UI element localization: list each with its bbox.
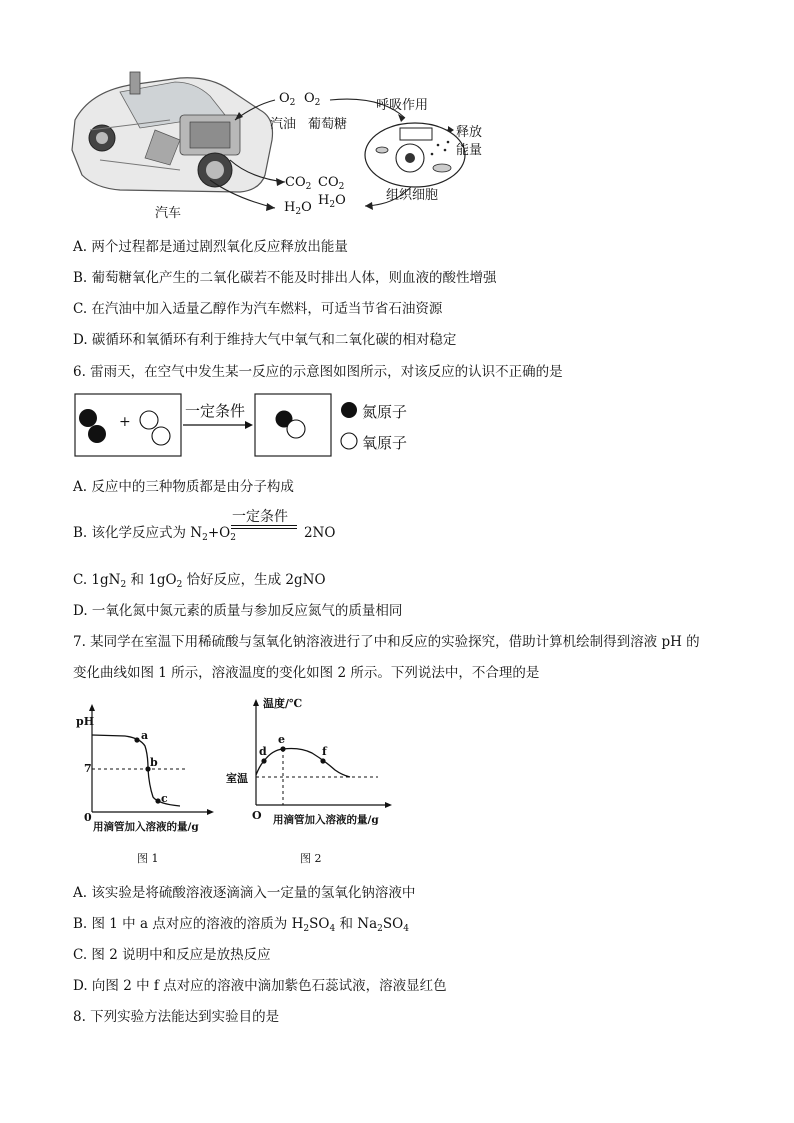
co2-label-cell: $CO_2$ xyxy=(318,175,345,192)
fig2-caption: 图 2 xyxy=(300,852,322,865)
legend-oxygen-label: 氧原子 xyxy=(362,434,408,452)
ph-origin: 0 xyxy=(84,811,92,824)
ph-x-label: 用滴管加入溶液的量/g xyxy=(93,821,199,833)
fuel-label: 汽油 xyxy=(270,117,297,132)
fig1-caption: 图 1 xyxy=(137,852,159,865)
q5-option-c: C. 在汽油中加入适量乙醇作为汽车燃料，可适当节省石油资源 xyxy=(73,301,443,317)
q5-option-b: B. 葡萄糖氧化产生的二氧化碳若不能及时排出人体，则血液的酸性增强 xyxy=(73,270,497,286)
temp-origin: O xyxy=(252,809,262,822)
legend-icons xyxy=(340,400,360,455)
q7-stem-line1: 7. 某同学在室温下用稀硫酸与氢氧化钠溶液进行了中和反应的实验探究，借助计算机绘制得到溶液 pH 的 xyxy=(73,634,700,650)
ph-label-c: c xyxy=(161,792,168,805)
legend-oxygen-icon xyxy=(341,433,357,449)
temp-label-d: d xyxy=(259,745,267,758)
ph-label-a: a xyxy=(141,729,149,742)
h2o-label-car: $H_2O$ xyxy=(284,200,312,217)
legend-nitrogen-icon xyxy=(341,402,357,418)
point-d xyxy=(261,758,266,763)
q6-option-a: A. 反应中的三种物质都是由分子构成 xyxy=(73,479,294,495)
ph-label-b: b xyxy=(150,756,158,769)
plus-sign: + xyxy=(119,414,131,430)
point-e xyxy=(280,746,285,751)
o2-label-car: $O_2$ xyxy=(279,91,296,108)
point-a xyxy=(134,737,139,742)
temp-y-label: 温度/℃ xyxy=(263,697,303,710)
release-label-2: 能量 xyxy=(456,143,483,158)
car-label: 汽车 xyxy=(155,206,182,221)
release-label-1: 释放 xyxy=(456,125,483,140)
ph-tick-7: 7 xyxy=(84,762,92,775)
tissue-cell-illustration xyxy=(365,123,465,187)
point-c xyxy=(155,798,160,803)
temp-label-f: f xyxy=(322,745,327,758)
h2o-label-cell: $H_2O$ xyxy=(318,193,346,210)
oxygen-atom xyxy=(152,427,170,445)
q6-option-d: D. 一氧化氮中氮元素的质量与参加反应氮气的质量相同 xyxy=(73,603,403,619)
oxygen-atom xyxy=(140,411,158,429)
q7-option-c: C. 图 2 说明中和反应是放热反应 xyxy=(73,947,271,963)
temp-curve xyxy=(256,749,350,778)
reaction-condition: 一定条件 xyxy=(185,402,246,420)
co2-label-car: $CO_2$ xyxy=(285,175,312,192)
ph-y-label: pH xyxy=(76,715,95,728)
q7-option-d: D. 向图 2 中 f 点对应的溶液中滴加紫色石蕊试液，溶液显红色 xyxy=(73,978,447,994)
glucose-label: 葡萄糖 xyxy=(308,117,348,132)
q8-stem: 8. 下列实验方法能达到实验目的是 xyxy=(73,1009,280,1025)
temp-x-label: 用滴管加入溶液的量/g xyxy=(273,814,379,826)
q7-stem-line2: 变化曲线如图 1 所示，溶液温度的变化如图 2 所示。下列说法中，不合理的是 xyxy=(73,665,540,681)
q7-option-b: B. 图 1 中 a 点对应的溶液的溶质为 $H_2SO_4$ 和 $Na_2SO_4$ xyxy=(73,916,409,934)
o2-label-cell: $O_2$ xyxy=(304,91,321,108)
q6-stem: 6. 雷雨天，在空气中发生某一反应的示意图如图所示，对该反应的认识不正确的是 xyxy=(73,364,563,380)
oxygen-atom xyxy=(287,420,305,438)
q6-option-b-condition: 一定条件 xyxy=(232,509,288,525)
tissue-cell-label: 组织细胞 xyxy=(386,188,439,203)
q6-option-c: C. $1gN_2$ 和 $1gO_2$ 恰好反应，生成 2gNO xyxy=(73,572,326,590)
room-temp-label: 室温 xyxy=(226,772,248,785)
q7-option-a: A. 该实验是将硫酸溶液逐滴滴入一定量的氢氧化钠溶液中 xyxy=(73,885,416,901)
respiration-label: 呼吸作用 xyxy=(376,98,429,113)
nitrogen-atom xyxy=(79,409,97,427)
car-illustration xyxy=(72,72,273,192)
temp-label-e: e xyxy=(278,733,285,746)
q5-option-a: A. 两个过程都是通过剧烈氧化反应释放出能量 xyxy=(73,239,348,255)
point-f xyxy=(320,758,325,763)
legend-nitrogen-label: 氮原子 xyxy=(362,403,408,421)
q6-option-b: B. 该化学反应式为 $N_2+O_2$ 2NO xyxy=(73,525,336,543)
q5-option-d: D. 碳循环和氧循环有利于维持大气中氧气和二氧化碳的相对稳定 xyxy=(73,332,457,348)
nitrogen-atom xyxy=(88,425,106,443)
